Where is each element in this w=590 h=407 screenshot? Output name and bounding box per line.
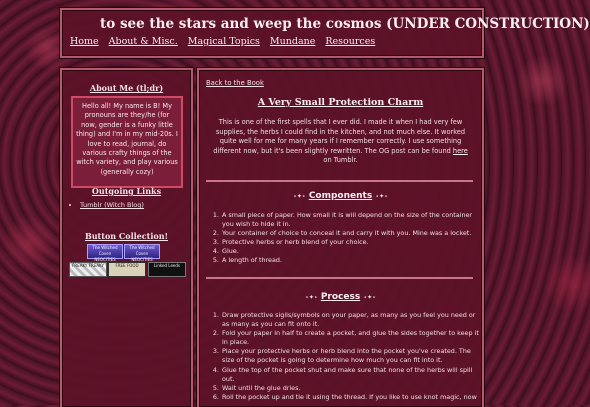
nav-resources[interactable]: Resources [325,36,376,47]
intro-text-start: This is one of the first spells that I ever did. I made it when I had very few supplies, the herbs I could find in the kitchen, and not much else. It worked quite well for me for many years if I remember correctly. I use something different now, but it's been slightly rewritten. The OG post can be found [213,118,466,155]
button-badge-freaky[interactable]: FREAKY FREAKY [69,262,107,277]
sidebar-panel [60,68,193,407]
section-divider [206,277,473,279]
list-item: 2. Fold your paper in half to create a pocket, and glue the sides together to keep it in place. [221,329,483,347]
nav-magical-topics[interactable]: Magical Topics [187,36,260,47]
section-divider [206,180,473,182]
list-item: 1. A small piece of paper. How small it is will depend on the size of the container you wish to hide it in. [221,211,483,229]
intro-text [213,118,468,166]
list-item: 3. Place your protective herbs or herb blend into the pocket you've created. The size of the pocket is going to determine how much you can fit into it. [221,347,483,365]
main-panel [197,68,484,407]
outgoing-links-list [68,201,144,209]
intro-text-end: on Tumblr. [323,156,358,165]
button-badge-free-food[interactable]: FREE FOOD [108,262,146,277]
site-title: to see the stars and weep the cosmos (UNDER CONSTRUCTION) [100,16,590,32]
post-title: A Very Small Protection Charm [257,97,424,108]
header-panel [60,8,590,58]
list-item: 3. Protective herbs or herb blend of your choice. [221,238,483,247]
button-badge-witched-coven[interactable]: The Witched Coven NEOCITIES [87,244,123,259]
nav-mundane[interactable]: Mundane [269,36,316,47]
list-item: 4. Glue. [221,247,483,256]
list-item: 2. Your container of choice to conceal it and carry it with you. Mine was a locket. [221,229,483,238]
list-item [80,201,144,209]
nav-about-misc[interactable]: About & Misc. [108,36,178,47]
back-to-book-link[interactable]: Back to the Book [206,79,264,87]
buttons-heading: Button Collection! [84,231,169,241]
list-item: 5. A length of thread. [221,256,483,265]
components-list [211,211,483,266]
list-item: 5. Wait until the glue dries. [221,384,483,393]
button-badge-linked[interactable]: Linked Leeds [148,262,186,277]
components-heading [199,191,482,201]
sparkle-icon: ⋆✦⋆ [293,193,306,200]
button-badge-witched-coven-2[interactable]: The Witched Coven NEOCITIES [124,244,160,259]
process-list [211,311,483,402]
about-heading: About Me (tl;dr) [89,83,164,93]
sparkle-icon: ⋆✦⋆ [305,294,318,301]
about-box: Hello all! My name is B! My pronouns are they/he (for now, gender is a funky little thing) and I'm in my mid-20s. I love to read, journal, do various crafty things of the witch variety, and play various (generally cozy) [71,96,183,188]
sparkle-icon: ⋆✦⋆ [363,294,376,301]
list-item: 6. Roll the pocket up and tie it using the thread. If you like to use knot magic, now [221,393,483,402]
process-heading [199,292,482,302]
components-heading-text: Components [308,191,373,201]
nav-home[interactable]: Home [70,36,99,47]
process-heading-text: Process [320,292,361,302]
sparkle-icon: ⋆✦⋆ [375,193,388,200]
list-item: 4. Glue the top of the pocket shut and make sure that none of the herbs will spill out. [221,366,483,384]
op-post-link[interactable]: here [452,146,468,155]
tumblr-link[interactable]: Tumblr (Witch Blog) [80,201,144,209]
list-item: 1. Draw protective sigils/symbols on your paper, as many as you feel you need or as many as you can fit onto it. [221,311,483,329]
outgoing-heading: Outgoing Links [91,186,162,196]
main-nav [70,36,375,47]
